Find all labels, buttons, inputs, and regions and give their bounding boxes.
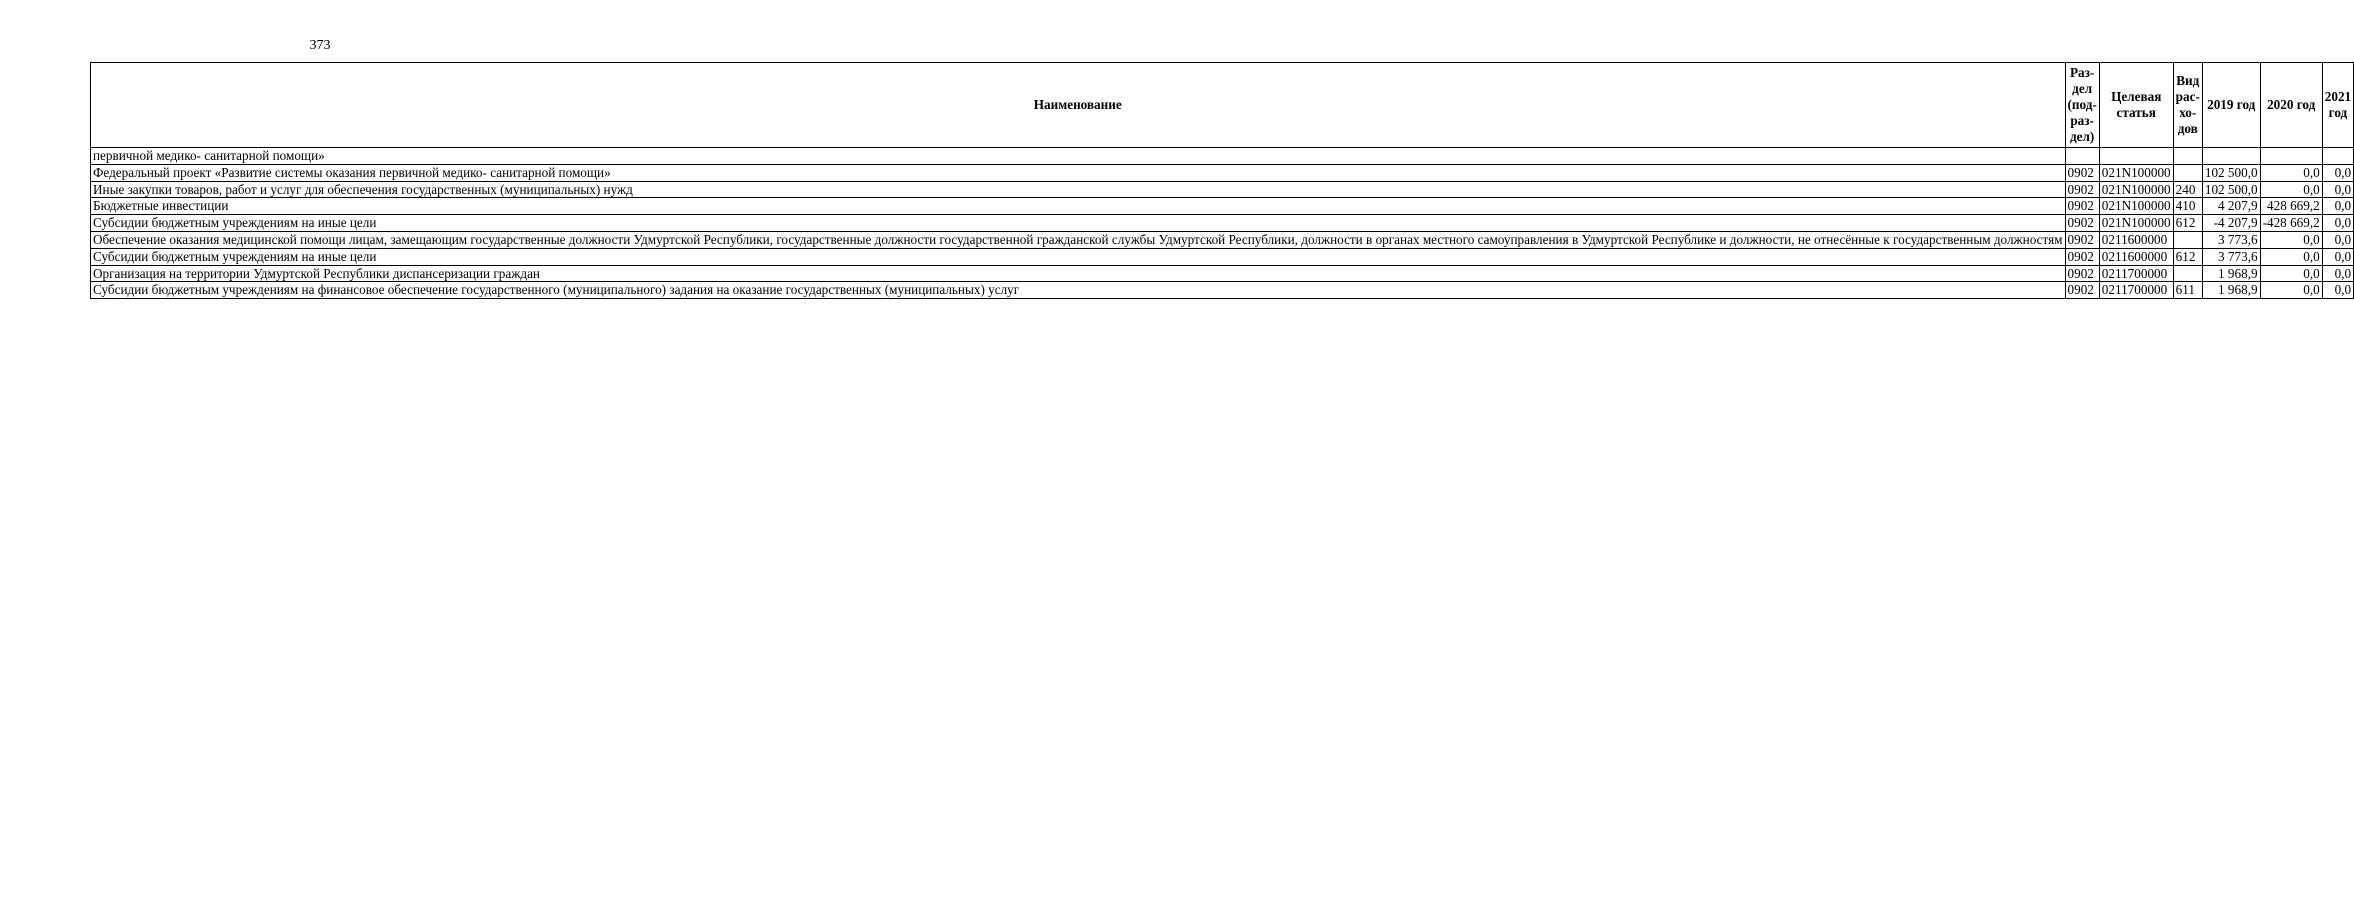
cell-2019: 1 968,9 [2202, 265, 2260, 282]
cell-expense-type [2173, 265, 2202, 282]
cell-2020: 0,0 [2260, 181, 2322, 198]
cell-2020: 0,0 [2260, 248, 2322, 265]
cell-section [2065, 148, 2099, 165]
cell-section: 0902 [2065, 215, 2099, 232]
table-row [91, 181, 2354, 198]
cell-2019: 1 968,9 [2202, 282, 2260, 299]
header-expense-type: Вид рас- хо- дов [2173, 63, 2202, 148]
cell-2020: 0,0 [2260, 265, 2322, 282]
cell-section: 0902 [2065, 282, 2099, 299]
cell-expense-type [2173, 148, 2202, 165]
cell-2020: 0,0 [2260, 282, 2322, 299]
cell-name: первичной медико- санитарной помощи» [91, 148, 2066, 165]
table-row [91, 198, 2354, 215]
cell-2021: 0,0 [2322, 164, 2353, 181]
cell-expense-type: 611 [2173, 282, 2202, 299]
cell-name: Иные закупки товаров, работ и услуг для обеспечения государственных (муниципальных) нужд [91, 181, 2066, 198]
cell-target-article: 021N100000 [2099, 198, 2173, 215]
cell-name: Субсидии бюджетным учреждениям на иные цели [91, 215, 2066, 232]
cell-section: 0902 [2065, 198, 2099, 215]
cell-expense-type [2173, 164, 2202, 181]
cell-name: Субсидии бюджетным учреждениям на иные цели [91, 248, 2066, 265]
cell-2020: 428 669,2 [2260, 198, 2322, 215]
cell-target-article: 0211600000 [2099, 231, 2173, 248]
cell-target-article: 021N100000 [2099, 164, 2173, 181]
header-section: Раз- дел (под- раз- дел) [2065, 63, 2099, 148]
cell-2021: 0,0 [2322, 198, 2353, 215]
cell-name: Субсидии бюджетным учреждениям на финансовое обеспечение государственного (муниципального) задания на оказание государственных (муниципальных) услуг [91, 282, 2066, 299]
cell-expense-type: 240 [2173, 181, 2202, 198]
cell-2020 [2260, 148, 2322, 165]
cell-2019: -4 207,9 [2202, 215, 2260, 232]
cell-target-article: 021N100000 [2099, 181, 2173, 198]
header-target-article: Целевая статья [2099, 63, 2173, 148]
budget-table [90, 62, 2354, 299]
cell-name: Обеспечение оказания медицинской помощи лицам, замещающим государственные должности Удмуртской Республики, государственные должности государственной гражданской службы Удмуртской Республики, должности в органах местного самоуправления в Удмуртской Республике и должности, не отнесённые к государственным должностям [91, 231, 2066, 248]
cell-section: 0902 [2065, 265, 2099, 282]
cell-section: 0902 [2065, 164, 2099, 181]
header-row [91, 63, 2354, 148]
cell-target-article: 0211600000 [2099, 248, 2173, 265]
cell-2019: 102 500,0 [2202, 164, 2260, 181]
cell-section: 0902 [2065, 181, 2099, 198]
cell-section: 0902 [2065, 248, 2099, 265]
cell-target-article: 0211700000 [2099, 282, 2173, 299]
table-row [91, 164, 2354, 181]
cell-name: Федеральный проект «Развитие системы оказания первичной медико- санитарной помощи» [91, 164, 2066, 181]
cell-2021: 0,0 [2322, 215, 2353, 232]
cell-expense-type: 612 [2173, 215, 2202, 232]
header-2020: 2020 год [2260, 63, 2322, 148]
cell-target-article: 0211700000 [2099, 265, 2173, 282]
cell-2020: 0,0 [2260, 231, 2322, 248]
header-2019: 2019 год [2202, 63, 2260, 148]
cell-2019: 3 773,6 [2202, 248, 2260, 265]
table-row [91, 265, 2354, 282]
cell-2019: 4 207,9 [2202, 198, 2260, 215]
table-row [91, 231, 2354, 248]
cell-name: Бюджетные инвестиции [91, 198, 2066, 215]
table-row [91, 282, 2354, 299]
cell-2019 [2202, 148, 2260, 165]
table-row [91, 215, 2354, 232]
cell-2021: 0,0 [2322, 282, 2353, 299]
cell-expense-type: 410 [2173, 198, 2202, 215]
cell-2021: 0,0 [2322, 231, 2353, 248]
cell-section: 0902 [2065, 231, 2099, 248]
cell-name: Организация на территории Удмуртской Республики диспансеризации граждан [91, 265, 2066, 282]
cell-2020: -428 669,2 [2260, 215, 2322, 232]
table-row [91, 248, 2354, 265]
cell-2021: 0,0 [2322, 248, 2353, 265]
header-2021: 2021 год [2322, 63, 2353, 148]
header-name: Наименование [91, 63, 2066, 148]
table-row [91, 148, 2354, 165]
cell-expense-type: 612 [2173, 248, 2202, 265]
cell-2021: 0,0 [2322, 181, 2353, 198]
cell-2019: 3 773,6 [2202, 231, 2260, 248]
cell-2021 [2322, 148, 2353, 165]
cell-2021: 0,0 [2322, 265, 2353, 282]
cell-target-article: 021N100000 [2099, 215, 2173, 232]
page-number: 373 [309, 38, 331, 53]
cell-2020: 0,0 [2260, 164, 2322, 181]
cell-target-article [2099, 148, 2173, 165]
cell-expense-type [2173, 231, 2202, 248]
cell-2019: 102 500,0 [2202, 181, 2260, 198]
